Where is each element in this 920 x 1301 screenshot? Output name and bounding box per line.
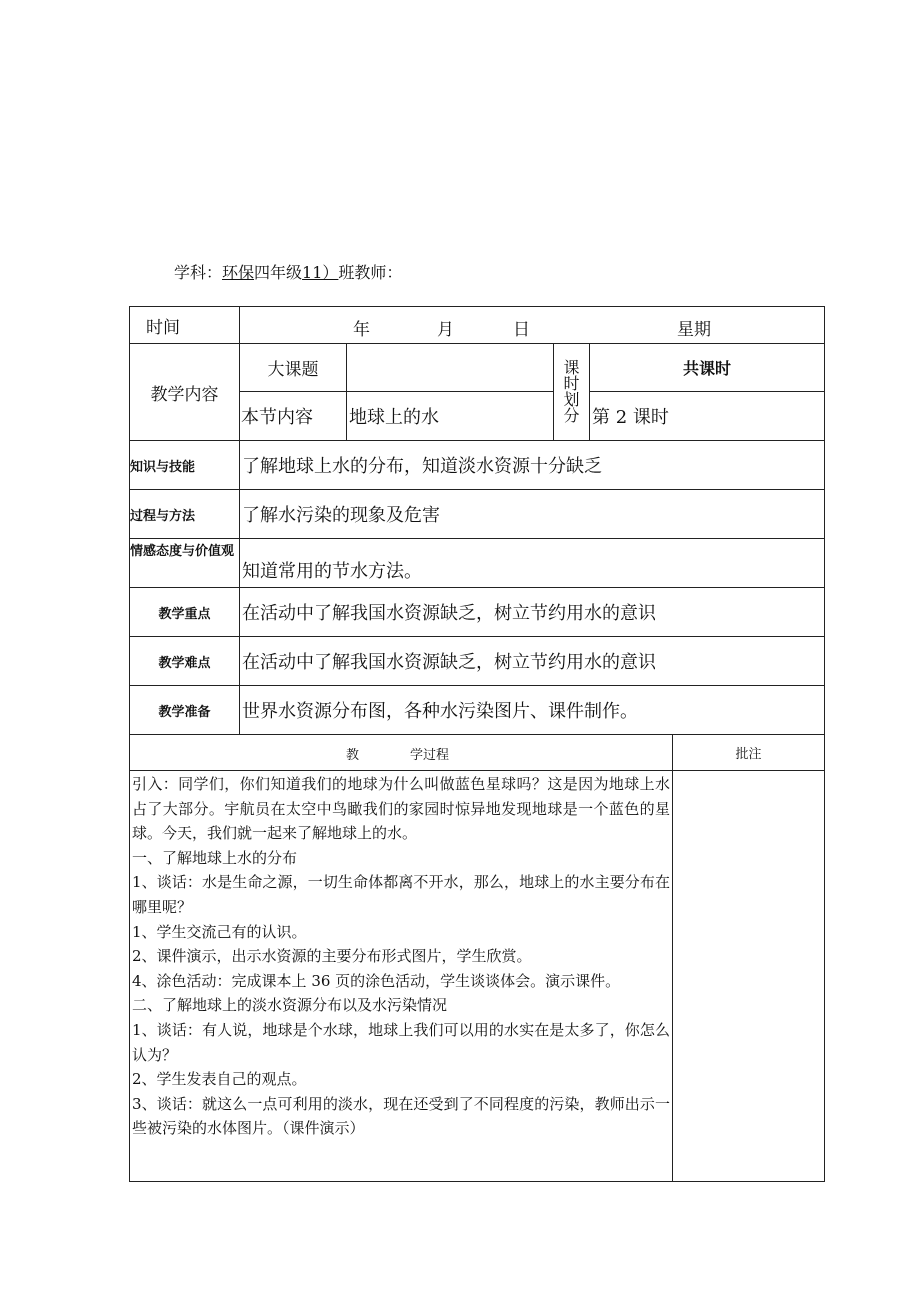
- notes-header: 批注: [673, 735, 825, 771]
- subject-value: 环保: [222, 263, 255, 282]
- big-topic-value: [347, 344, 554, 392]
- process-content: [130, 771, 673, 1182]
- month-label: 月: [437, 320, 454, 340]
- process-line: 1、学生交流己有的认识。: [132, 922, 307, 941]
- week-label: 星期: [677, 320, 711, 340]
- process-value: 了解水污染的现象及危害: [240, 490, 825, 539]
- process-line: 1、谈话：水是生命之源，一切生命体都离不开水，那么，地球上的水主要分布在哪里呢？: [132, 873, 670, 916]
- class-hours-char: 时: [563, 374, 580, 393]
- process-line: 二、了解地球上的淡水资源分布以及水污染情况: [132, 996, 448, 1015]
- process-line: 一、了解地球上水的分布: [132, 848, 298, 867]
- class-suffix: 班教师：: [338, 263, 403, 282]
- process-line: 4、涂色活动：完成课本上 36 页的涂色活动，学生谈谈体会。演示课件。: [132, 971, 621, 990]
- process-header-right: 学过程: [410, 748, 450, 763]
- class-value: 11）: [302, 263, 339, 282]
- class-hours-char: 划: [563, 390, 580, 409]
- difficulty-value: 在活动中了解我国水资源缺乏，树立节约用水的意识: [240, 637, 825, 686]
- class-hours-label: [554, 344, 590, 441]
- process-header: [130, 735, 673, 771]
- lesson-number: 第 2 课时: [590, 392, 825, 441]
- section-label: 本节内容: [240, 392, 347, 441]
- key-point-value: 在活动中了解我国水资源缺乏，树立节约用水的意识: [240, 588, 825, 637]
- section-value: 地球上的水: [347, 392, 554, 441]
- knowledge-value: 了解地球上水的分布，知道淡水资源十分缺乏: [240, 441, 825, 490]
- key-point-label: 教学重点: [130, 588, 240, 637]
- header-line: [174, 260, 402, 283]
- year-label: 年: [353, 320, 370, 340]
- process-line: 2、课件演示，出示水资源的主要分布形式图片，学生欣赏。: [132, 947, 532, 966]
- process-line: 2、学生发表自己的观点。: [132, 1070, 307, 1089]
- class-hours-char: 分: [563, 406, 580, 425]
- total-hours: 共课时: [590, 344, 825, 392]
- preparation-label: 教学准备: [130, 686, 240, 735]
- content-label: 教学内容: [130, 344, 240, 441]
- emotion-value: 知道常用的节水方法。: [240, 539, 825, 588]
- teaching-process-table: [129, 734, 825, 1182]
- time-label: 时间: [130, 307, 240, 344]
- knowledge-label: 知识与技能: [130, 441, 240, 490]
- process-label: 过程与方法: [130, 490, 240, 539]
- notes-cell: [673, 771, 825, 1182]
- date-cell: [240, 307, 825, 344]
- process-line: 1、谈话：有人说，地球是个水球，地球上我们可以用的水实在是太多了，你怎么认为？: [132, 1020, 670, 1064]
- process-line: 引入：同学们，你们知道我们的地球为什么叫做蓝色星球吗？这是因为地球上水占了大部分。宇航员在太空中鸟瞰我们的家园时惊异地发现地球是一个蓝色的星球。今天，我们就一起来了解地球上的水。: [132, 775, 670, 843]
- grade-text: 四年级: [254, 263, 303, 282]
- process-header-left: 教: [346, 748, 360, 763]
- emotion-label: 情感态度与价值观: [130, 539, 240, 588]
- preparation-value: 世界水资源分布图，各种水污染图片、课件制作。: [240, 686, 825, 735]
- big-topic-label: 大课题: [240, 344, 347, 392]
- lesson-info-table: [129, 306, 825, 735]
- difficulty-label: 教学难点: [130, 637, 240, 686]
- class-hours-char: 课: [563, 358, 580, 377]
- subject-label: 学科：: [174, 263, 223, 282]
- day-label: 日: [513, 320, 530, 340]
- process-line: 3、谈话：就这么一点可利用的淡水，现在还受到了不同程度的污染，教师出示一些被污染的水体图片。（课件演示）: [132, 1094, 670, 1138]
